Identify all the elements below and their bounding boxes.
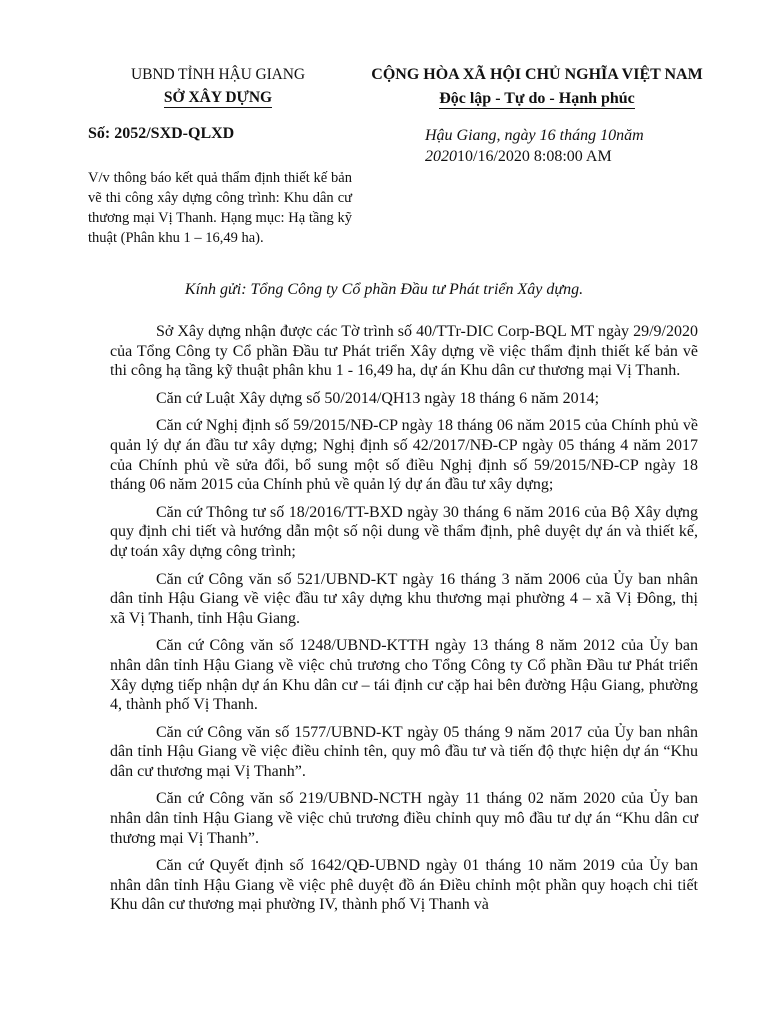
issuing-department-text: SỞ XÂY DỰNG bbox=[163, 89, 273, 106]
body-paragraph: Căn cứ Quyết định số 1642/QĐ-UBND ngày 01 tháng 10 năm 2019 của Ủy ban nhân dân tỉnh Hậu Giang về việc phê duyệt đồ án Điều chỉnh một phần quy hoạch chi tiết Khu dân cư thương mại phường IV, thành phố Vị Thanh và bbox=[110, 857, 698, 914]
national-motto bbox=[362, 90, 712, 109]
national-motto-text: Độc lập - Tự do - Hạnh phúc bbox=[439, 90, 635, 107]
date-month: 10 bbox=[600, 127, 617, 144]
timestamp: 10/16/2020 8:08:00 AM bbox=[457, 148, 612, 165]
body-paragraph: Căn cứ Công văn số 1577/UBND-KT ngày 05 tháng 9 năm 2017 của Ủy ban nhân dân tỉnh Hậu Giang về việc điều chỉnh tên, quy mô đầu tư và tiến độ thực hiện dự án “Khu dân cư thương mại Vị Thanh”. bbox=[110, 723, 698, 780]
recipient-name: Tổng Công ty Cổ phần Đầu tư Phát triển Xây dựng. bbox=[250, 281, 584, 298]
date-year-word: năm bbox=[616, 127, 644, 144]
body-paragraph: Căn cứ Công văn số 1248/UBND-KTTH ngày 13 tháng 8 năm 2012 của Ủy ban nhân dân tỉnh Hậu Giang về việc chủ trương cho Tổng Công ty Cổ phần Đầu tư Phát triển Xây dựng tiếp nhận dự án Khu dân cư – tái định cư cặp hai bên đường Hậu Giang, phường 4, thành phố Vị Thanh. bbox=[110, 637, 698, 714]
body-paragraph: Căn cứ Luật Xây dựng số 50/2014/QH13 ngày 18 tháng 6 năm 2014; bbox=[156, 389, 600, 407]
body-paragraph: Sở Xây dựng nhận được các Tờ trình số 40/TTr-DIC Corp-BQL MT ngày 29/9/2020 của Tổng Công ty Cổ phần Đầu tư Phát triển Xây dựng về việc thẩm định thiết kế bản vẽ thi công hạ tầng kỹ thuật phân khu 1 - 16,49 ha, dự án Khu dân cư thương mại Vị Thanh. bbox=[110, 323, 698, 380]
body-paragraph: Căn cứ Thông tư số 18/2016/TT-BXD ngày 30 tháng 6 năm 2016 của Bộ Xây dựng quy định chi tiết và hướng dẫn một số nội dung về thẩm định, phê duyệt dự án và thiết kế, dự toán xây dựng công trình; bbox=[110, 503, 698, 560]
date-year: 2020 bbox=[425, 148, 457, 165]
body-paragraph: Căn cứ Nghị định số 59/2015/NĐ-CP ngày 18 tháng 06 năm 2015 của Chính phủ về quản lý dự án đầu tư xây dựng; Nghị định số 42/2017/NĐ-CP ngày 05 tháng 4 năm 2017 của Chính phủ về sửa đổi, bổ sung một số điều Nghị định số 59/2015/NĐ-CP ngày 18 tháng 06 năm 2015 của Chính phủ về quản lý dự án đầu tư xây dựng; bbox=[110, 417, 698, 494]
national-title: CỘNG HÒA XÃ HỘI CHỦ NGHĨA VIỆT NAM bbox=[371, 66, 703, 83]
issuing-authority: UBND TỈNH HẬU GIANG bbox=[131, 66, 305, 83]
body-paragraph: Căn cứ Công văn số 521/UBND-KT ngày 16 tháng 3 năm 2006 của Ủy ban nhân dân tỉnh Hậu Giang về việc đầu tư xây dựng khu thương mại phường 4 – xã Vị Đông, thị xã Vị Thanh, tỉnh Hậu Giang. bbox=[110, 570, 698, 627]
document-body bbox=[110, 322, 698, 923]
place-date-prefix: Hậu Giang, ngày bbox=[425, 127, 536, 144]
recipient-label: Kính gửi: bbox=[184, 281, 247, 298]
date-stamp bbox=[425, 148, 612, 166]
document-subject: V/v thông báo kết quả thẩm định thiết kế bản vẽ thi công xây dựng công trình: Khu dân cư thương mại Vị Thanh. Hạng mục: Hạ tầng kỹ thuật (Phân khu 1 – 16,49 ha). bbox=[88, 170, 352, 246]
issuing-department bbox=[118, 89, 318, 108]
date-day: 16 bbox=[539, 127, 556, 144]
body-paragraph: Căn cứ Công văn số 219/UBND-NCTH ngày 11 tháng 02 năm 2020 của Ủy ban nhân dân tỉnh Hậu Giang về việc chủ trương điều chỉnh quy mô đầu tư dự án “Khu dân cư thương mại Vị Thanh”. bbox=[110, 790, 698, 847]
date-month-word: tháng bbox=[559, 127, 597, 144]
place-date bbox=[425, 127, 644, 145]
document-number: Số: 2052/SXD-QLXD bbox=[88, 125, 235, 142]
recipient-line bbox=[0, 281, 768, 299]
